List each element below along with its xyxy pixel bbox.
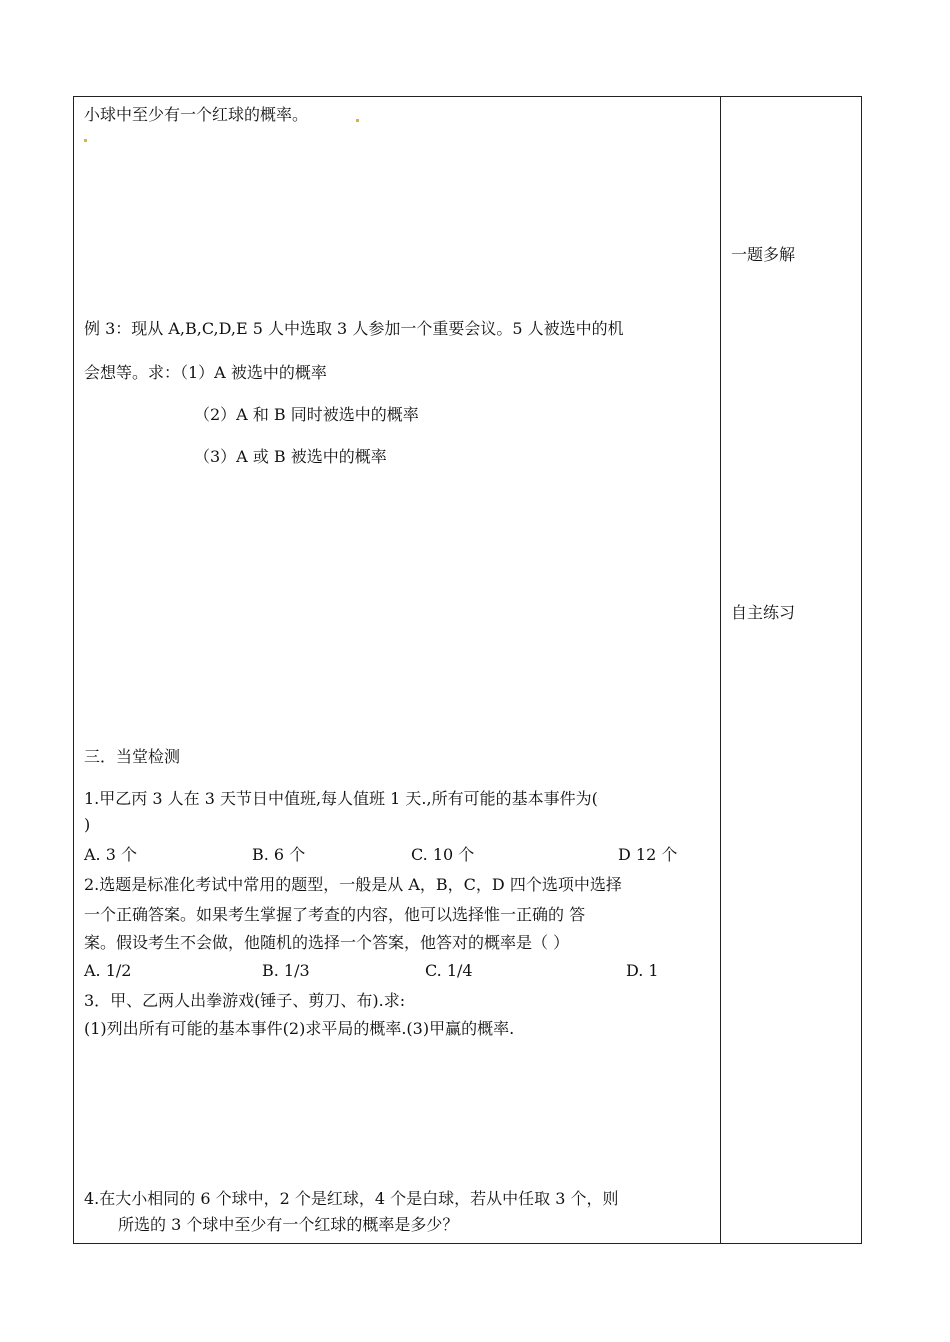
q1-option-c: C. 10 个: [411, 845, 475, 864]
q1-option-d: D 12 个: [618, 845, 678, 864]
q3-line2: (1)列出所有可能的基本事件(2)求平局的概率.(3)甲赢的概率.: [84, 1019, 515, 1038]
side-label-self-practice: 自主练习: [731, 603, 796, 622]
q2-option-b: B. 1/3: [262, 961, 310, 980]
q1-option-b: B. 6 个: [252, 845, 306, 864]
q4-line1: 4.在大小相同的 6 个球中，2 个是红球，4 个是白球，若从中任取 3 个，则: [84, 1189, 619, 1208]
intro-line: 小球中至少有一个红球的概率。: [84, 105, 309, 124]
column-divider: [720, 97, 721, 1243]
q2-line1: 2.选题是标准化考试中常用的题型，一般是从 A，B，C，D 四个选项中选择: [84, 875, 622, 894]
q1-option-a: A. 3 个: [84, 845, 137, 864]
q1-line2: ): [84, 815, 91, 834]
annotation-mark: [356, 119, 359, 122]
q2-option-a: A. 1/2: [84, 961, 132, 980]
q2-line3: 案。假设考生不会做，他随机的选择一个答案，他答对的概率是（ ）: [84, 933, 570, 952]
section3-heading: 三．当堂检测: [84, 747, 181, 766]
example3-line2: 会想等。求：（1）A 被选中的概率: [84, 363, 327, 382]
annotation-mark: [84, 139, 87, 142]
worksheet-table: [73, 96, 862, 1244]
q4-line2: 所选的 3 个球中至少有一个红球的概率是多少？: [118, 1215, 459, 1234]
q1-line1: 1.甲乙丙 3 人在 3 天节日中值班,每人值班 1 天.,所有可能的基本事件为(: [84, 789, 598, 808]
example3-question3: （3）A 或 B 被选中的概率: [194, 447, 387, 466]
example3-question2: （2）A 和 B 同时被选中的概率: [194, 405, 419, 424]
q3-line1: 3．甲、乙两人出拳游戏(锤子、剪刀、布).求:: [84, 991, 406, 1010]
q2-option-d: D. 1: [626, 961, 659, 980]
example3-line1: 例 3：现从 A,B,C,D,E 5 人中选取 3 人参加一个重要会议。5 人被选中的机: [84, 319, 624, 338]
q2-line2: 一个正确答案。如果考生掌握了考查的内容，他可以选择惟一正确的 答: [84, 905, 586, 924]
side-label-multiple-solutions: 一题多解: [731, 245, 796, 264]
q2-option-c: C. 1/4: [425, 961, 473, 980]
